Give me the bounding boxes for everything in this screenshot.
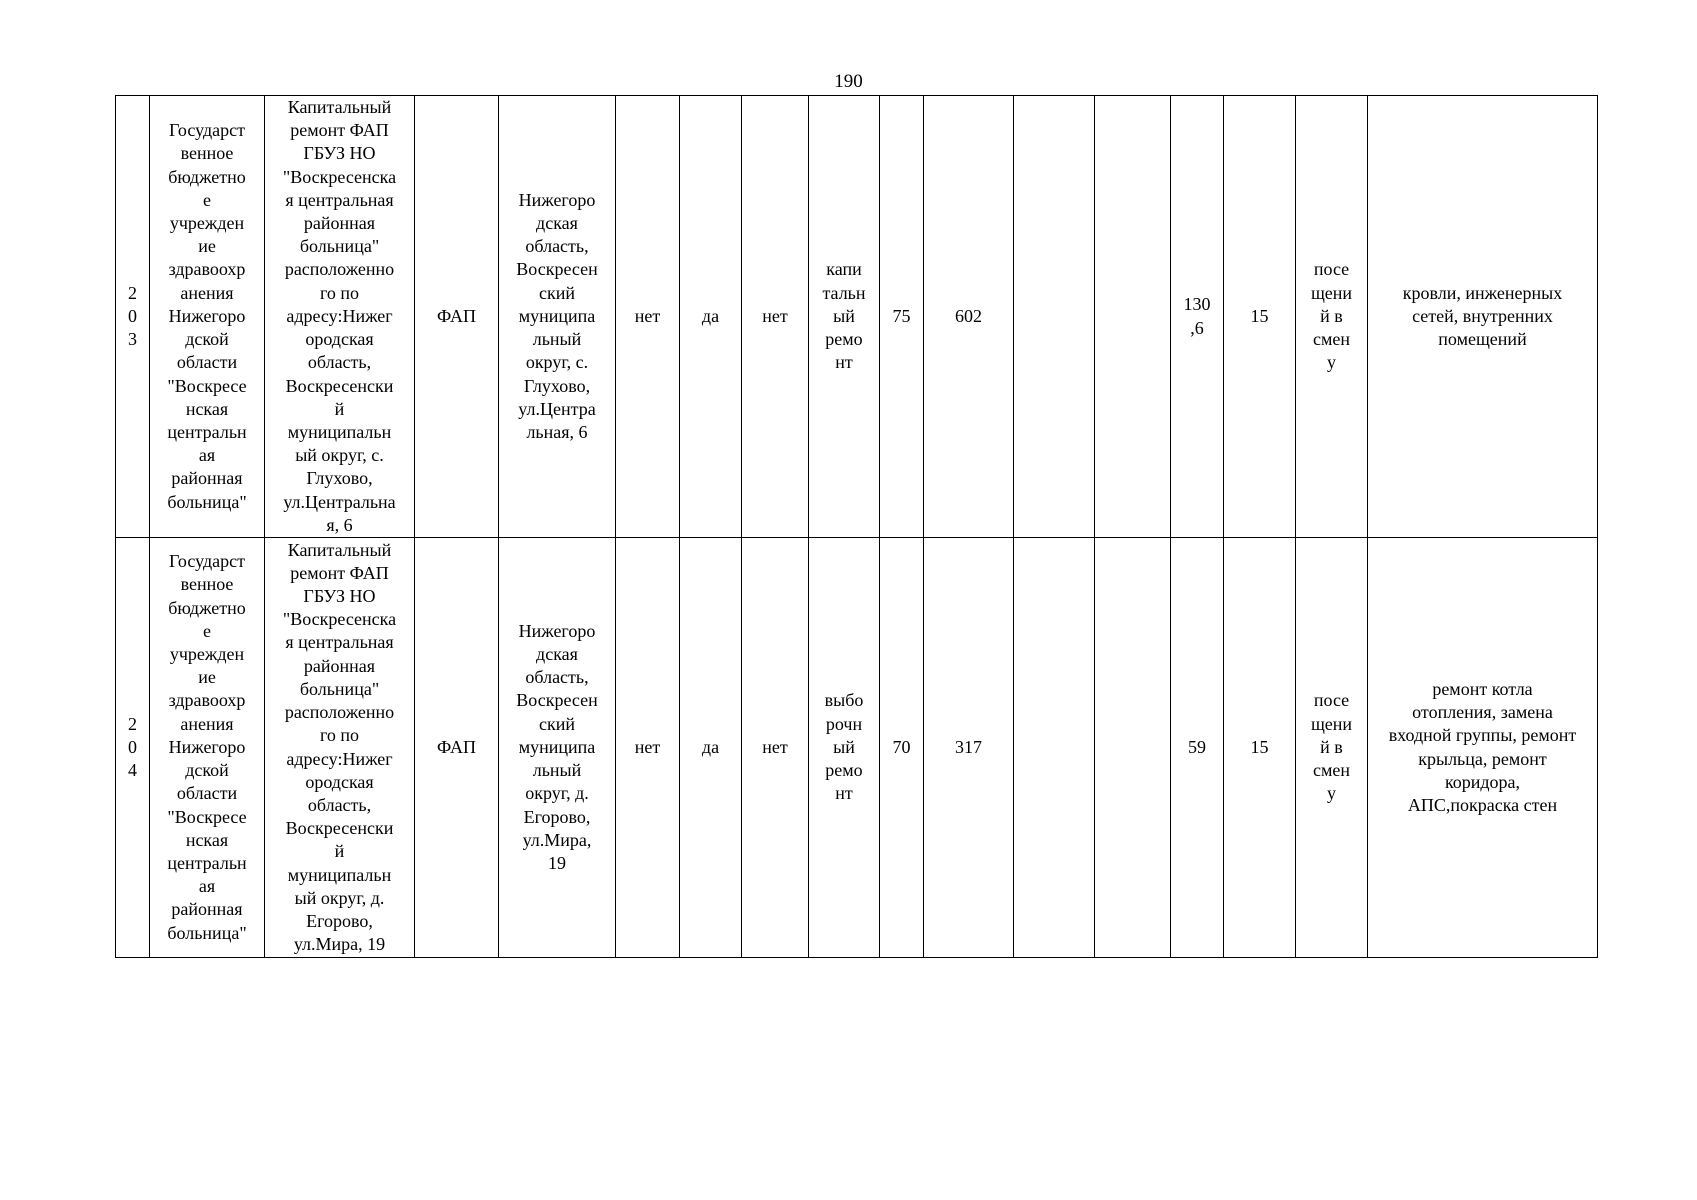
flag-cell-1: нет xyxy=(616,96,680,538)
organization-cell: Государст венное бюджетно е учрежден ие здравоохр анения Нижегоро дской области "Воскресе нская центральн ая районная больница" xyxy=(150,96,265,538)
organization-cell: Государст венное бюджетно е учрежден ие здравоохр анения Нижегоро дской области "Воскресе нская центральн ая районная больница" xyxy=(150,538,265,958)
capacity-unit-cell: посе щени й в смен у xyxy=(1296,96,1368,538)
row-number-cell: 2 0 4 xyxy=(116,538,150,958)
value-cell-3 xyxy=(1014,538,1095,958)
object-type-cell: ФАП xyxy=(415,96,499,538)
capacity-cell: 15 xyxy=(1224,538,1296,958)
value-cell-1: 75 xyxy=(880,96,924,538)
repair-type-cell: капи тальн ый ремо нт xyxy=(809,96,880,538)
flag-cell-3: нет xyxy=(742,96,809,538)
flag-cell-1: нет xyxy=(616,538,680,958)
row-number-cell: 2 0 3 xyxy=(116,96,150,538)
value-cell-1: 70 xyxy=(880,538,924,958)
value-cell-5: 59 xyxy=(1171,538,1224,958)
works-cell: кровли, инженерных сетей, внутренних помещений xyxy=(1368,96,1598,538)
flag-cell-2: да xyxy=(680,96,742,538)
table-row xyxy=(116,538,1598,958)
value-cell-5: 130 ,6 xyxy=(1171,96,1224,538)
value-cell-4 xyxy=(1095,538,1171,958)
works-cell: ремонт котла отопления, замена входной группы, ремонт крыльца, ремонт коридора, АПС,покраска стен xyxy=(1368,538,1598,958)
table-row xyxy=(116,96,1598,538)
flag-cell-3: нет xyxy=(742,538,809,958)
flag-cell-2: да xyxy=(680,538,742,958)
object-name-cell: Капитальный ремонт ФАП ГБУЗ НО "Воскресенска я центральная районная больница" расположенно го по адресу:Нижег ородская область, Воскресенски й муниципальн ый округ, д. Егорово, ул.Мира, 19 xyxy=(265,538,415,958)
value-cell-2: 317 xyxy=(924,538,1014,958)
object-type-cell: ФАП xyxy=(415,538,499,958)
capacity-cell: 15 xyxy=(1224,96,1296,538)
value-cell-3 xyxy=(1014,96,1095,538)
value-cell-2: 602 xyxy=(924,96,1014,538)
value-cell-4 xyxy=(1095,96,1171,538)
page-number: 190 xyxy=(834,71,863,92)
address-cell: Нижегоро дская область, Воскресен ский муниципа льный округ, д. Егорово, ул.Мира, 19 xyxy=(499,538,616,958)
data-table xyxy=(115,95,1598,958)
address-cell: Нижегоро дская область, Воскресен ский муниципа льный округ, с. Глухово, ул.Центра льная, 6 xyxy=(499,96,616,538)
object-name-cell: Капитальный ремонт ФАП ГБУЗ НО "Воскресенска я центральная районная больница" расположенно го по адресу:Нижег ородская область, Воскресенски й муниципальн ый округ, с. Глухово, ул.Центральна я, 6 xyxy=(265,96,415,538)
repair-type-cell: выбо рочн ый ремо нт xyxy=(809,538,880,958)
capacity-unit-cell: посе щени й в смен у xyxy=(1296,538,1368,958)
